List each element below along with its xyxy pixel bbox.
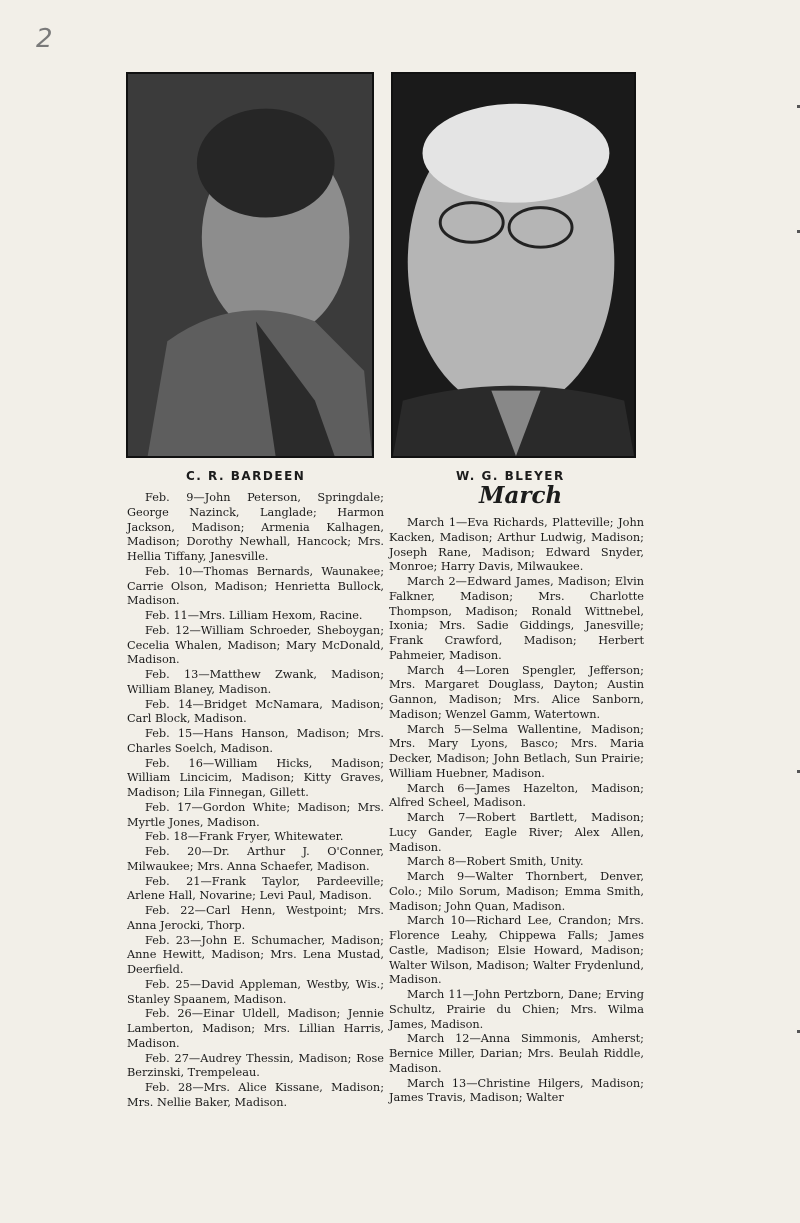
list-item: Feb. 16—William Hicks, Madison; William Lincicim, Madison; Kitty Graves, Madison; Lila Finnegan, Gillett. (127, 756, 384, 799)
list-item: Feb. 28—Mrs. Alice Kissane, Madison; Mrs. Nellie Baker, Madison. (127, 1081, 384, 1109)
list-item: Feb. 13—Matthew Zwank, Madison; William Blaney, Madison. (127, 668, 384, 696)
list-item: March 10—Richard Lee, Crandon; Mrs. Florence Leahy, Chippewa Falls; James Castle, Madison; Elsie Howard, Madison; Walter Wilson, Madison; Walter Frydenlund, Madison. (389, 914, 644, 987)
list-item: March 11—John Pertzborn, Dane; Erving Schultz, Prairie du Chien; Mrs. Wilma James, Madison. (389, 988, 644, 1031)
portrait-photo-bleyer (391, 72, 636, 458)
list-item: March 2—Edward James, Madison; Elvin Falkner, Madison; Mrs. Charlotte Thompson, Madison; Ronald Wittnebel, Ixonia; Mrs. Sadie Giddings, Janesville; Frank Crawford, Madison; Herbert Pahmeier, Madison. (389, 575, 644, 662)
list-item: Feb. 21—Frank Taylor, Pardeeville; Arlene Hall, Novarine; Levi Paul, Madison. (127, 874, 384, 903)
list-item: Feb. 22—Carl Henn, Westpoint; Mrs. Anna Jerocki, Thorp. (127, 904, 384, 932)
list-item: Feb. 18—Frank Fryer, Whitewater. (145, 830, 344, 844)
list-item: Feb. 10—Thomas Bernards, Waunakee; Carrie Olson, Madison; Henrietta Bullock, Madison. (127, 564, 384, 608)
list-item: March 7—Robert Bartlett, Madison; Lucy Gander, Eagle River; Alex Allen, Madison. (389, 811, 644, 854)
list-item: Feb. 20—Dr. Arthur J. O'Conner, Milwaukee; Mrs. Anna Schaefer, Madison. (127, 845, 384, 873)
list-item: Feb. 11—Mrs. Lilliam Hexom, Racine. (145, 609, 363, 622)
portrait-photo-bardeen (126, 72, 374, 458)
list-item: Feb. 27—Audrey Thessin, Madison; Rose Berzinski, Trempeleau. (127, 1051, 384, 1080)
right-column-march-entries (389, 516, 644, 1106)
list-item: Feb. 17—Gordon White; Madison; Mrs. Myrtle Jones, Madison. (127, 800, 384, 829)
list-item: March 13—Christine Hilgers, Madison; James Travis, Madison; Walter (389, 1076, 644, 1105)
month-heading-march: March (479, 482, 563, 509)
handwritten-page-number: 2 (36, 24, 53, 54)
list-item: March 1—Eva Richards, Platteville; John Kacken, Madison; Arthur Ludwig, Madison; Joseph Rane, Madison; Edward Snyder, Monroe; Harry Davis, Milwaukee. (389, 516, 644, 574)
list-item: Feb. 9—John Peterson, Springdale; George Nazinck, Langlade; Harmon Jackson, Madison; Armenia Kalhagen, Madison; Dorothy Newhall, Hancock; Mrs. Hellia Tiffany, Janesville. (127, 491, 384, 563)
list-item: Feb. 25—David Appleman, Westby, Wis.; Stanley Spaanem, Madison. (127, 977, 384, 1006)
list-item: March 12—Anna Simmonis, Amherst; Bernice Miller, Darian; Mrs. Beulah Riddle, Madison. (389, 1032, 644, 1075)
photo-caption-bardeen: C. R. BARDEEN (186, 469, 306, 483)
list-item: March 9—Walter Thornbert, Denver, Colo.; Milo Sorum, Madison; Emma Smith, Madison; John Quan, Madison. (389, 870, 644, 913)
list-item: Feb. 12—William Schroeder, Sheboygan; Cecelia Whalen, Madison; Mary McDonald, Madison. (127, 623, 384, 667)
list-item: Feb. 15—Hans Hanson, Madison; Mrs. Charles Soelch, Madison. (127, 727, 384, 755)
list-item: March 5—Selma Wallentine, Madison; Mrs. Mary Lyons, Basco; Mrs. Maria Decker, Madison; John Betlach, Sun Prairie; William Huebner, Madison. (389, 722, 644, 780)
list-item: Feb. 23—John E. Schumacher, Madison; Anne Hewitt, Madison; Mrs. Lena Mustad, Deerfield. (127, 933, 384, 976)
portrait-silhouette-right (393, 74, 634, 456)
portrait-silhouette-left (128, 74, 372, 456)
list-item: March 4—Loren Spengler, Jefferson; Mrs. Margaret Douglass, Dayton; Austin Gannon, Madison; Mrs. Alice Sanborn, Madison; Wenzel Gamm, Watertown. (389, 663, 644, 721)
list-item: March 8—Robert Smith, Unity. (407, 855, 584, 869)
list-item: March 6—James Hazelton, Madison; Alfred Scheel, Madison. (389, 781, 644, 810)
left-column-february-entries (127, 491, 384, 1111)
photo-caption-bleyer: W. G. BLEYER (456, 469, 565, 483)
list-item: Feb. 26—Einar Uldell, Madison; Jennie Lamberton, Madison; Mrs. Lillian Harris, Madison. (127, 1007, 384, 1050)
list-item: Feb. 14—Bridget McNamara, Madison; Carl Block, Madison. (127, 697, 384, 726)
